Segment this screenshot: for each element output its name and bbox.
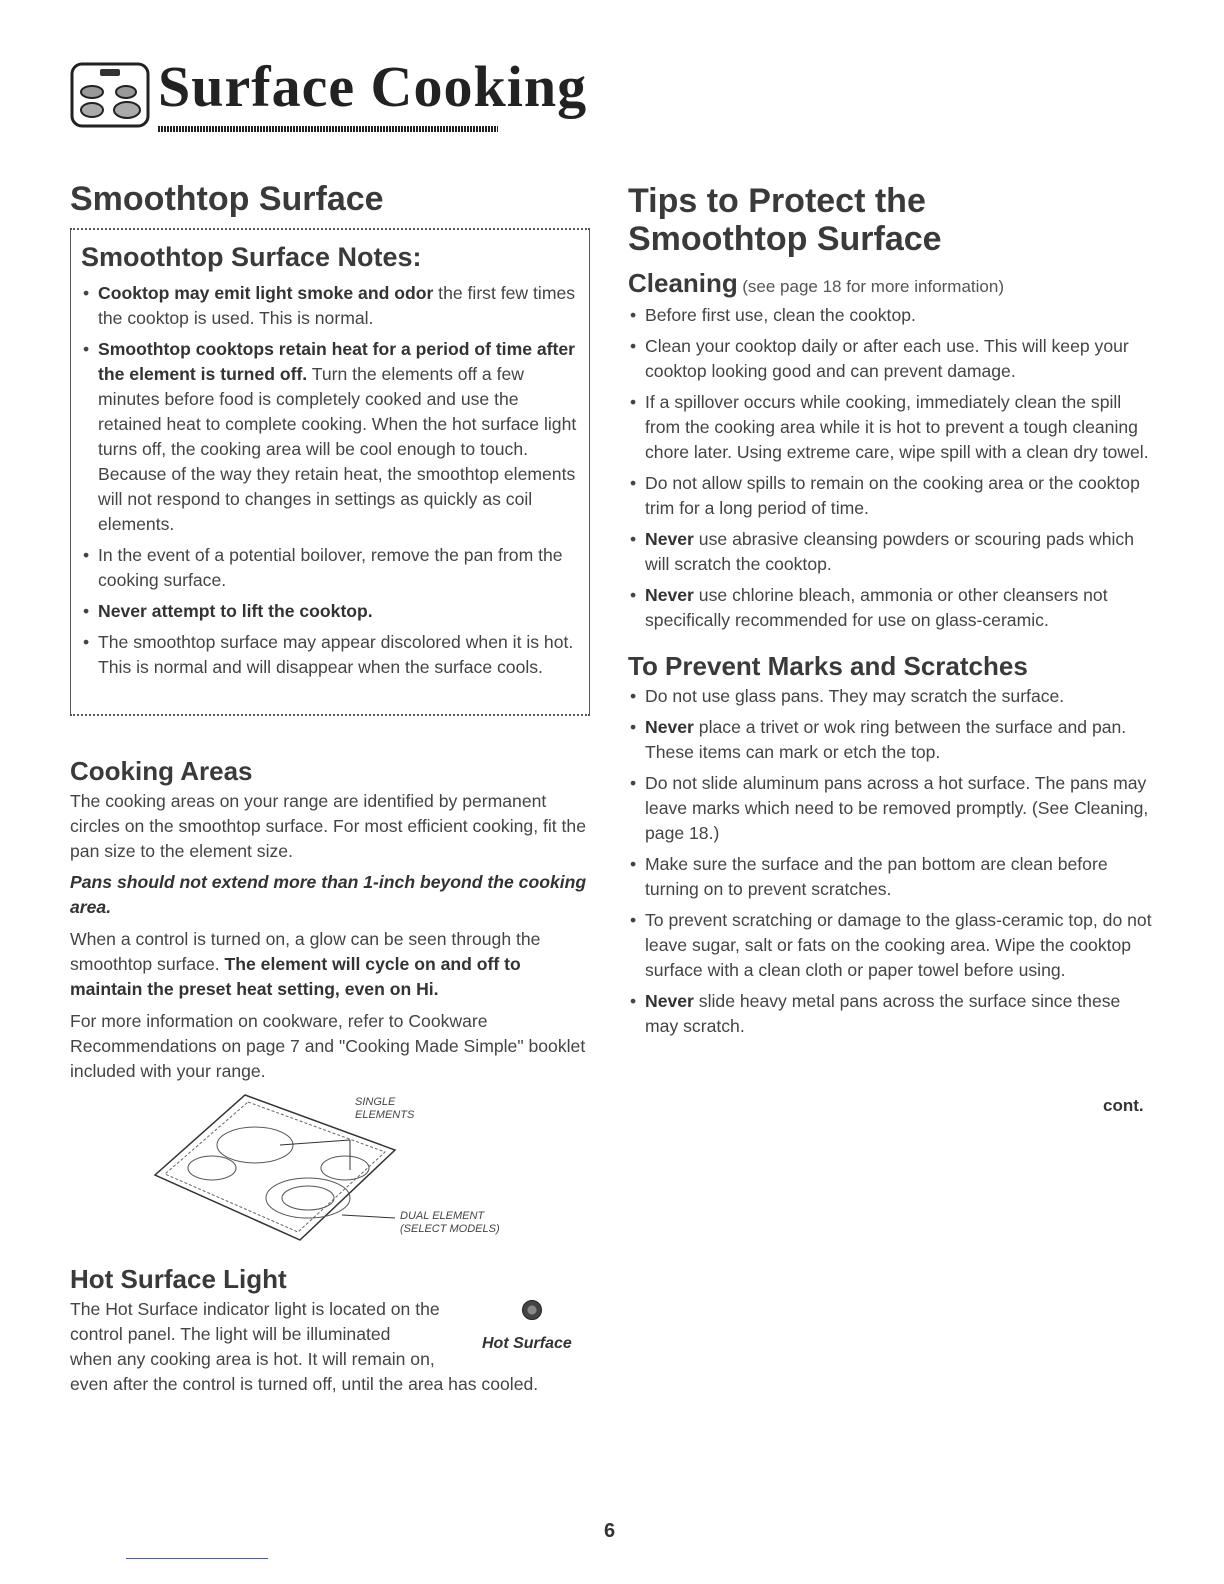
cleaning-list — [628, 303, 1158, 633]
tips-heading-line-1: Tips to Protect the — [628, 182, 926, 220]
notes-list — [81, 281, 577, 680]
list-item: • Never slide heavy metal pans across the surface since these may scratch. — [628, 989, 1158, 1039]
list-item: • Do not allow spills to remain on the cooking area or the cooktop trim for a long period of time. — [628, 471, 1158, 521]
list-item: • In the event of a potential boilover, remove the pan from the cooking surface. — [81, 543, 577, 593]
notes-title: Smoothtop Surface Notes: — [81, 242, 422, 272]
cooking-areas-heading: Cooking Areas — [70, 756, 253, 786]
single-elements-label: SINGLE ELEMENTS — [355, 1096, 415, 1121]
cooking-areas-warning: Pans should not extend more than 1-inch beyond the cooking area. — [70, 872, 587, 917]
smoothtop-surface-heading: Smoothtop Surface — [70, 180, 384, 218]
list-item: • Do not use glass pans. They may scratch the surface. — [628, 684, 1158, 709]
list-item: • To prevent scratching or damage to the glass-ceramic top, do not leave sugar, salt or fats on the cooking area. Wipe the cooktop surface with a clean cloth or paper towel before using. — [628, 908, 1158, 983]
list-item: • Never attempt to lift the cooktop. — [81, 599, 577, 624]
cleaning-note: (see page 18 for more information) — [742, 277, 1004, 296]
list-item: • Never use chlorine bleach, ammonia or other cleansers not specifically recommended for use on glass-ceramic. — [628, 583, 1158, 633]
list-item: • The smoothtop surface may appear discolored when it is hot. This is normal and will disappear when the surface cools. — [81, 630, 577, 680]
marks-heading: To Prevent Marks and Scratches — [628, 651, 1028, 681]
cleaning-heading: Cleaning — [628, 268, 738, 298]
page-header-title: Surface Cooking — [158, 54, 588, 119]
list-item: • Cooktop may emit light smoke and odor the first few times the cooktop is used. This is normal. — [81, 281, 577, 331]
page-number: 6 — [604, 1520, 616, 1542]
hot-surface-section — [70, 1264, 592, 1397]
cleaning-subsection — [628, 268, 1158, 299]
list-item: • Before first use, clean the cooktop. — [628, 303, 1158, 328]
cooking-areas-section — [70, 756, 592, 1084]
list-item: • If a spillover occurs while cooking, immediately clean the spill from the cooking area while it is hot to prevent a tough cleaning chore later. Using extreme care, wipe spill with a clean dry towel. — [628, 390, 1158, 465]
tips-section — [628, 182, 1158, 1045]
continued-label: cont. — [1103, 1096, 1144, 1115]
tips-heading-line-2: Smoothtop Surface — [628, 220, 942, 258]
dual-element-label: DUAL ELEMENT (SELECT MODELS) — [400, 1210, 500, 1235]
cooking-areas-paragraph: The cooking areas on your range are identified by permanent circles on the smoothtop surface. For most efficient cooking, fit the pan size to the element size. — [70, 791, 587, 861]
header-rule — [158, 126, 498, 132]
list-item: • Smoothtop cooktops retain heat for a period of time after the element is turned off. Turn the elements off a few minutes before food is completely cooked and use the retained heat to complete cooking. When the hot surface light turns off, the cooking area will be cool enough to touch. Because of the way they retain heat, the smoothtop elements will not respond to changes in settings as quickly as coil elements. — [81, 337, 577, 537]
hot-surface-indicator-icon — [522, 1300, 542, 1320]
list-item: • Clean your cooktop daily or after each use. This will keep your cooktop looking good and can prevent damage. — [628, 334, 1158, 384]
list-item: • Never use abrasive cleansing powders or scouring pads which will scratch the cooktop. — [628, 527, 1158, 577]
list-item: • Never place a trivet or wok ring between the surface and pan. These items can mark or etch the top. — [628, 715, 1158, 765]
hot-surface-heading: Hot Surface Light — [70, 1264, 287, 1294]
smoothtop-notes-box — [70, 228, 590, 716]
cooking-areas-paragraph-3: For more information on cookware, refer to Cookware Recommendations on page 7 and "Cooking Made Simple" booklet included with your range. — [70, 1011, 586, 1081]
hot-surface-indicator-label: Hot Surface — [482, 1335, 572, 1352]
hot-surface-line-4: even after the control is turned off, until the area has cooled. — [70, 1374, 539, 1394]
cooking-areas-paragraph-2: When a control is turned on, a glow can be seen through the smoothtop surface. The element will cycle on and off to maintain the preset heat setting, even on Hi. — [70, 929, 541, 999]
list-item: • Make sure the surface and the pan bottom are clean before turning on to prevent scratches. — [628, 852, 1158, 902]
footer-rule — [126, 1558, 268, 1559]
list-item: • Do not slide aluminum pans across a hot surface. The pans may leave marks which need to be removed promptly. (See Cleaning, page 18.) — [628, 771, 1158, 846]
hot-surface-line-3: when any cooking area is hot. It will remain on, — [70, 1349, 435, 1369]
cooktop-icon — [70, 60, 150, 132]
hot-surface-line-2: control panel. The light will be illuminated — [70, 1324, 391, 1344]
marks-list — [628, 684, 1158, 1039]
hot-surface-line-1: The Hot Surface indicator light is located on the — [70, 1299, 440, 1319]
